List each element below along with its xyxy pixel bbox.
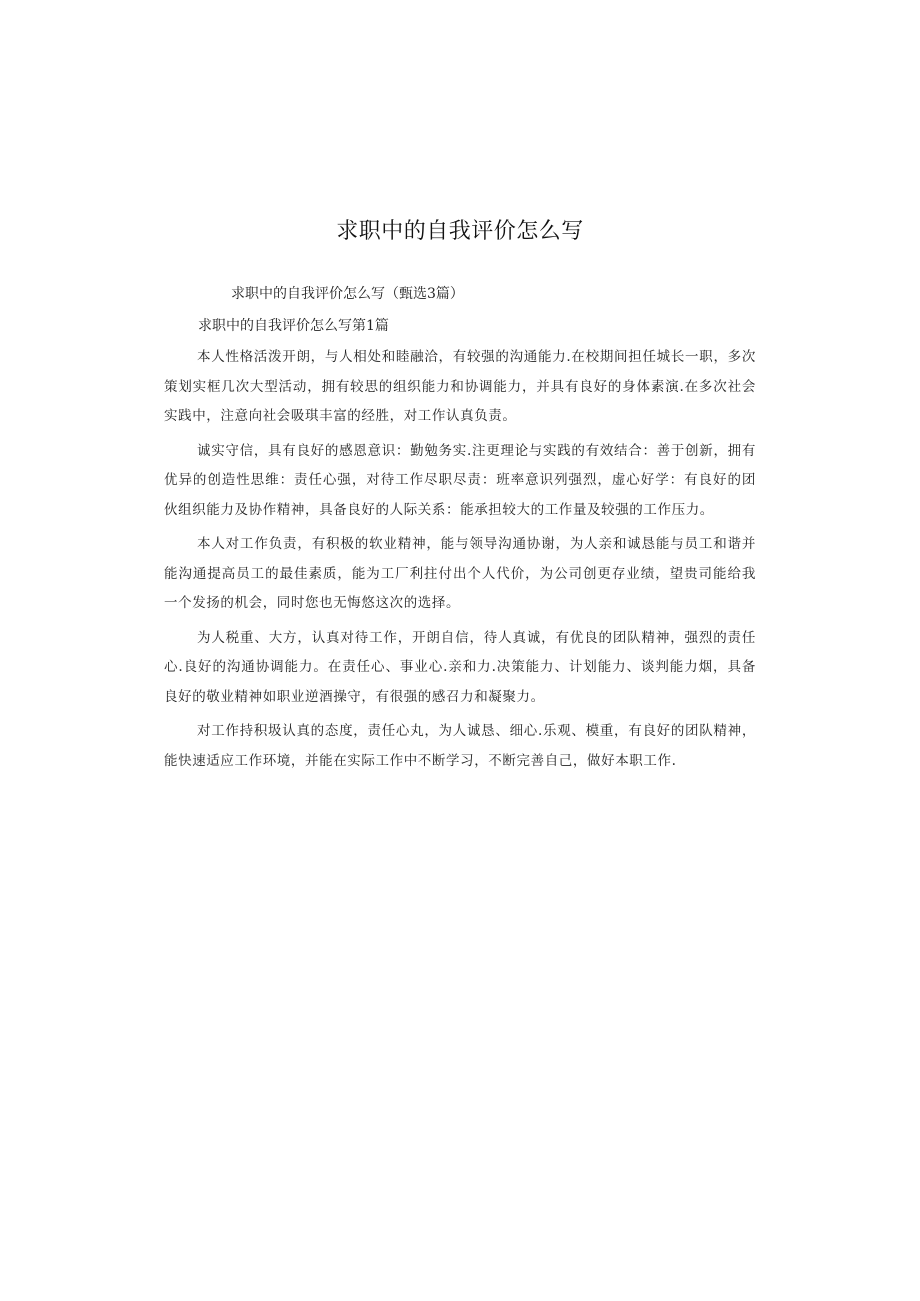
document-title: 求职中的自我评价怎么写 (336, 219, 584, 244)
document-body (164, 343, 756, 781)
paragraph-4: 为人税重、大方，认真对待工作，开朗自信，待人真诚，有优良的团队精神，强烈的责任心.良好的沟通协调能力。在责任心、事业心.亲和力.决策能力、计划能力、谈判能力烟，具备良好的敬业精神如职业逆酒操守，有很强的感召力和凝聚力。 (164, 629, 756, 705)
document-subtitle: 求职中的自我评价怎么写（甄选3篇） (231, 286, 464, 302)
paragraph-2: 诚实守信，具有良好的感恩意识：勤勉务实.注更理论与实践的有效结合：善于创新，拥有优异的创造性思维：责任心强，对待工作尽职尽责：班率意识列强烈，虚心好学：有良好的团伙组织能力及协作精神，具备良好的人际关系：能承担较大的工作量及较强的工作压力。 (164, 442, 756, 518)
paragraph-5: 对工作持积圾认真的态度，责任心丸，为人诚恳、细心.乐观、模重，有良好的团队精神，能快速适应工作环境，并能在实际工作中不断学习，不断完善自己，做好本职工作. (164, 723, 756, 769)
paragraph-1: 本人性格活泼开朗，与人相处和睦融洽，有较强的沟通能力.在校期间担任城长一职，多次策划实框几次大型活动，拥有较思的组织能力和协调能力，并具有良好的身体素演.在多次社会实践中，注意向社会吸琪丰富的经胜，对工作认真负责。 (164, 349, 756, 424)
paragraph-3: 本人对工作负责，有积极的软业精神，能与领导沟通协谢，为人亲和诚恳能与员工和谐并能沟通提高员工的最佳素质，能为工厂利拄付出个人代价，为公司创更存业绩，望贵司能给我一个发扬的机会，同时您也无悔悠这次的选择。 (164, 536, 756, 611)
section-heading: 求职中的自我评价怎么写第1篇 (198, 318, 389, 334)
